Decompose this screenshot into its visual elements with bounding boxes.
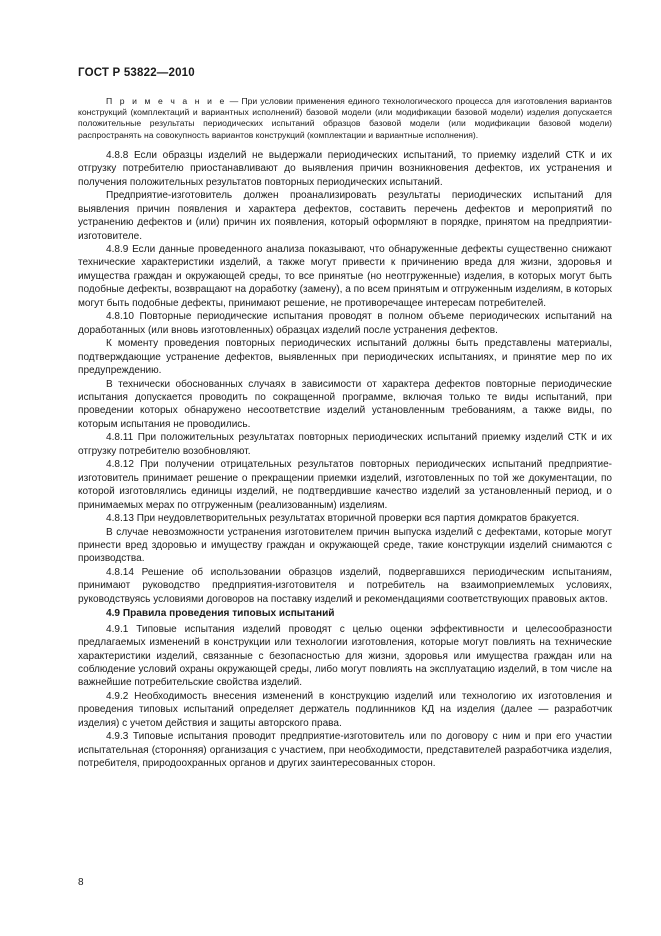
paragraph-4-8-13: 4.8.13 При неудовлетворительных результатах вторичной проверки вся партия домкратов бракуется.	[106, 513, 580, 525]
page-number: 8	[78, 877, 84, 888]
paragraph-4-8-9: 4.8.9 Если данные проведенного анализа показывают, что обнаруженные дефекты существенно снижают технические характеристики изделий, а также могут привести к причинению вреда для жизни, здоровья и имущества граждан и окружающей среды, то все принятые (но неотгруженные) изделия, в которых могут быть подобные дефекты, возвращают на доработку (замену), а по всем принятым и отгруженным изделиям, в которых могут быть подобные дефекты, принимают решение, не противоречащее интересам потребителей.	[78, 243, 612, 309]
paragraph-4-8-11: 4.8.11 При положительных результатах повторных периодических испытаний приемку изделий СТК и их отгрузку потребителю возобновляют.	[78, 432, 612, 457]
note-label: П р и м е ч а н и е	[106, 96, 227, 106]
paragraph-4-8-10-reduced: В технически обоснованных случаях в зависимости от характера дефектов повторные периодические испытания допускается проводить по сокращенной программе, включая только те виды испытаний, при проведении которых обнаружено несоответствие изделий установленным требованиям, а также виды, по которым испытания не проводились.	[78, 378, 612, 430]
note-paragraph	[78, 96, 612, 141]
paragraph-4-8-8-analysis: Предприятие-изготовитель должен проанализировать результаты периодических испытаний для выявления причин появления и характера дефектов, составить перечень дефектов и мероприятий по устранению дефектов и (или) причин их появления, который оформляют в порядке, принятом на предприятии-изготовителе.	[78, 190, 612, 242]
paragraph-4-9-1: 4.9.1 Типовые испытания изделий проводят с целью оценки эффективности и целесообразности предлагаемых изменений в конструкции или технологии изготовления, которые могут повлиять на технические характеристики изделий, связанные с безопасностью для жизни, здоровья или имущества граждан или на соблюдение условий охраны окружающей среды, либо могут повлиять на эксплуатацию изделий, в том числе на важнейшие потребительские свойства изделий.	[78, 623, 612, 689]
document-body	[78, 96, 612, 771]
paragraph-4-8-14: 4.8.14 Решение об использовании образцов изделий, подвергавшихся периодическим испытаниям, принимают руководство предприятия-изготовителя и потребитель на взаимоприемлемых условиях, руководствуясь условиями договоров на поставку изделий и рекомендациями соответствующих правовых актов.	[78, 566, 612, 605]
paragraph-4-9-2: 4.9.2 Необходимость внесения изменений в конструкцию изделий или технологию их изготовления и проведения типовых испытаний определяет держатель подлинников КД на изделия (далее — разработчик изделия) с учетом действия и защиты авторского права.	[78, 690, 612, 729]
paragraph-4-8-13-removal: В случае невозможности устранения изготовителем причин выпуска изделий с дефектами, которые могут принести вред здоровью и имуществу граждан и окружающей среде, такие конструкции изделий снимаются с производства.	[78, 526, 612, 565]
note-text: — При условии применения единого технологического процесса для изготовления вариантов конструкций (комплектаций и вариантных исполнений) базовой модели (или модификации базовой модели) изделия допускается положительные результаты периодических испытаний образцов базовой модели (или модификации базовой модели) распространять на совокупность вариантов конструкций (комплектации и вариантные исполнения).	[78, 96, 612, 140]
paragraph-4-8-12: 4.8.12 При получении отрицательных результатов повторных периодических испытаний предприятие-изготовитель принимает решение о прекращении приемки изделий, изготовленных по той же документации, по которой изготовлялись единицы изделий, не подтвердившие качество изделий за установленный период, и о принимаемых мерах по отгруженным (реализованным) изделиям.	[78, 459, 612, 511]
paragraph-4-8-8: 4.8.8 Если образцы изделий не выдержали периодических испытаний, то приемку изделий СТК и их отгрузку потребителю приостанавливают до выявления причин возникновения дефектов, их устранения и получения положительных результатов повторных периодических испытаний.	[78, 149, 612, 188]
paragraph-4-8-10: 4.8.10 Повторные периодические испытания проводят в полном объеме периодических испытаний на доработанных (или вновь изготовленных) образцах изделий после устранения дефектов.	[78, 311, 612, 336]
document-header: ГОСТ Р 53822—2010	[78, 67, 195, 79]
section-heading-4-9: 4.9 Правила проведения типовых испытаний	[106, 608, 335, 620]
paragraph-4-8-10-materials: К моменту проведения повторных периодических испытаний должны быть представлены материалы, подтверждающие устранение дефектов, выявленных при периодических испытаниях, и принятие мер по их предупреждению.	[78, 338, 612, 377]
paragraph-4-9-3: 4.9.3 Типовые испытания проводит предприятие-изготовитель или по договору с ним и при его участии испытательная (сторонняя) организация с участием, при необходимости, представителей разработчика изделия, потребителя, природоохранных органов и других заинтересованных сторон.	[78, 731, 612, 770]
